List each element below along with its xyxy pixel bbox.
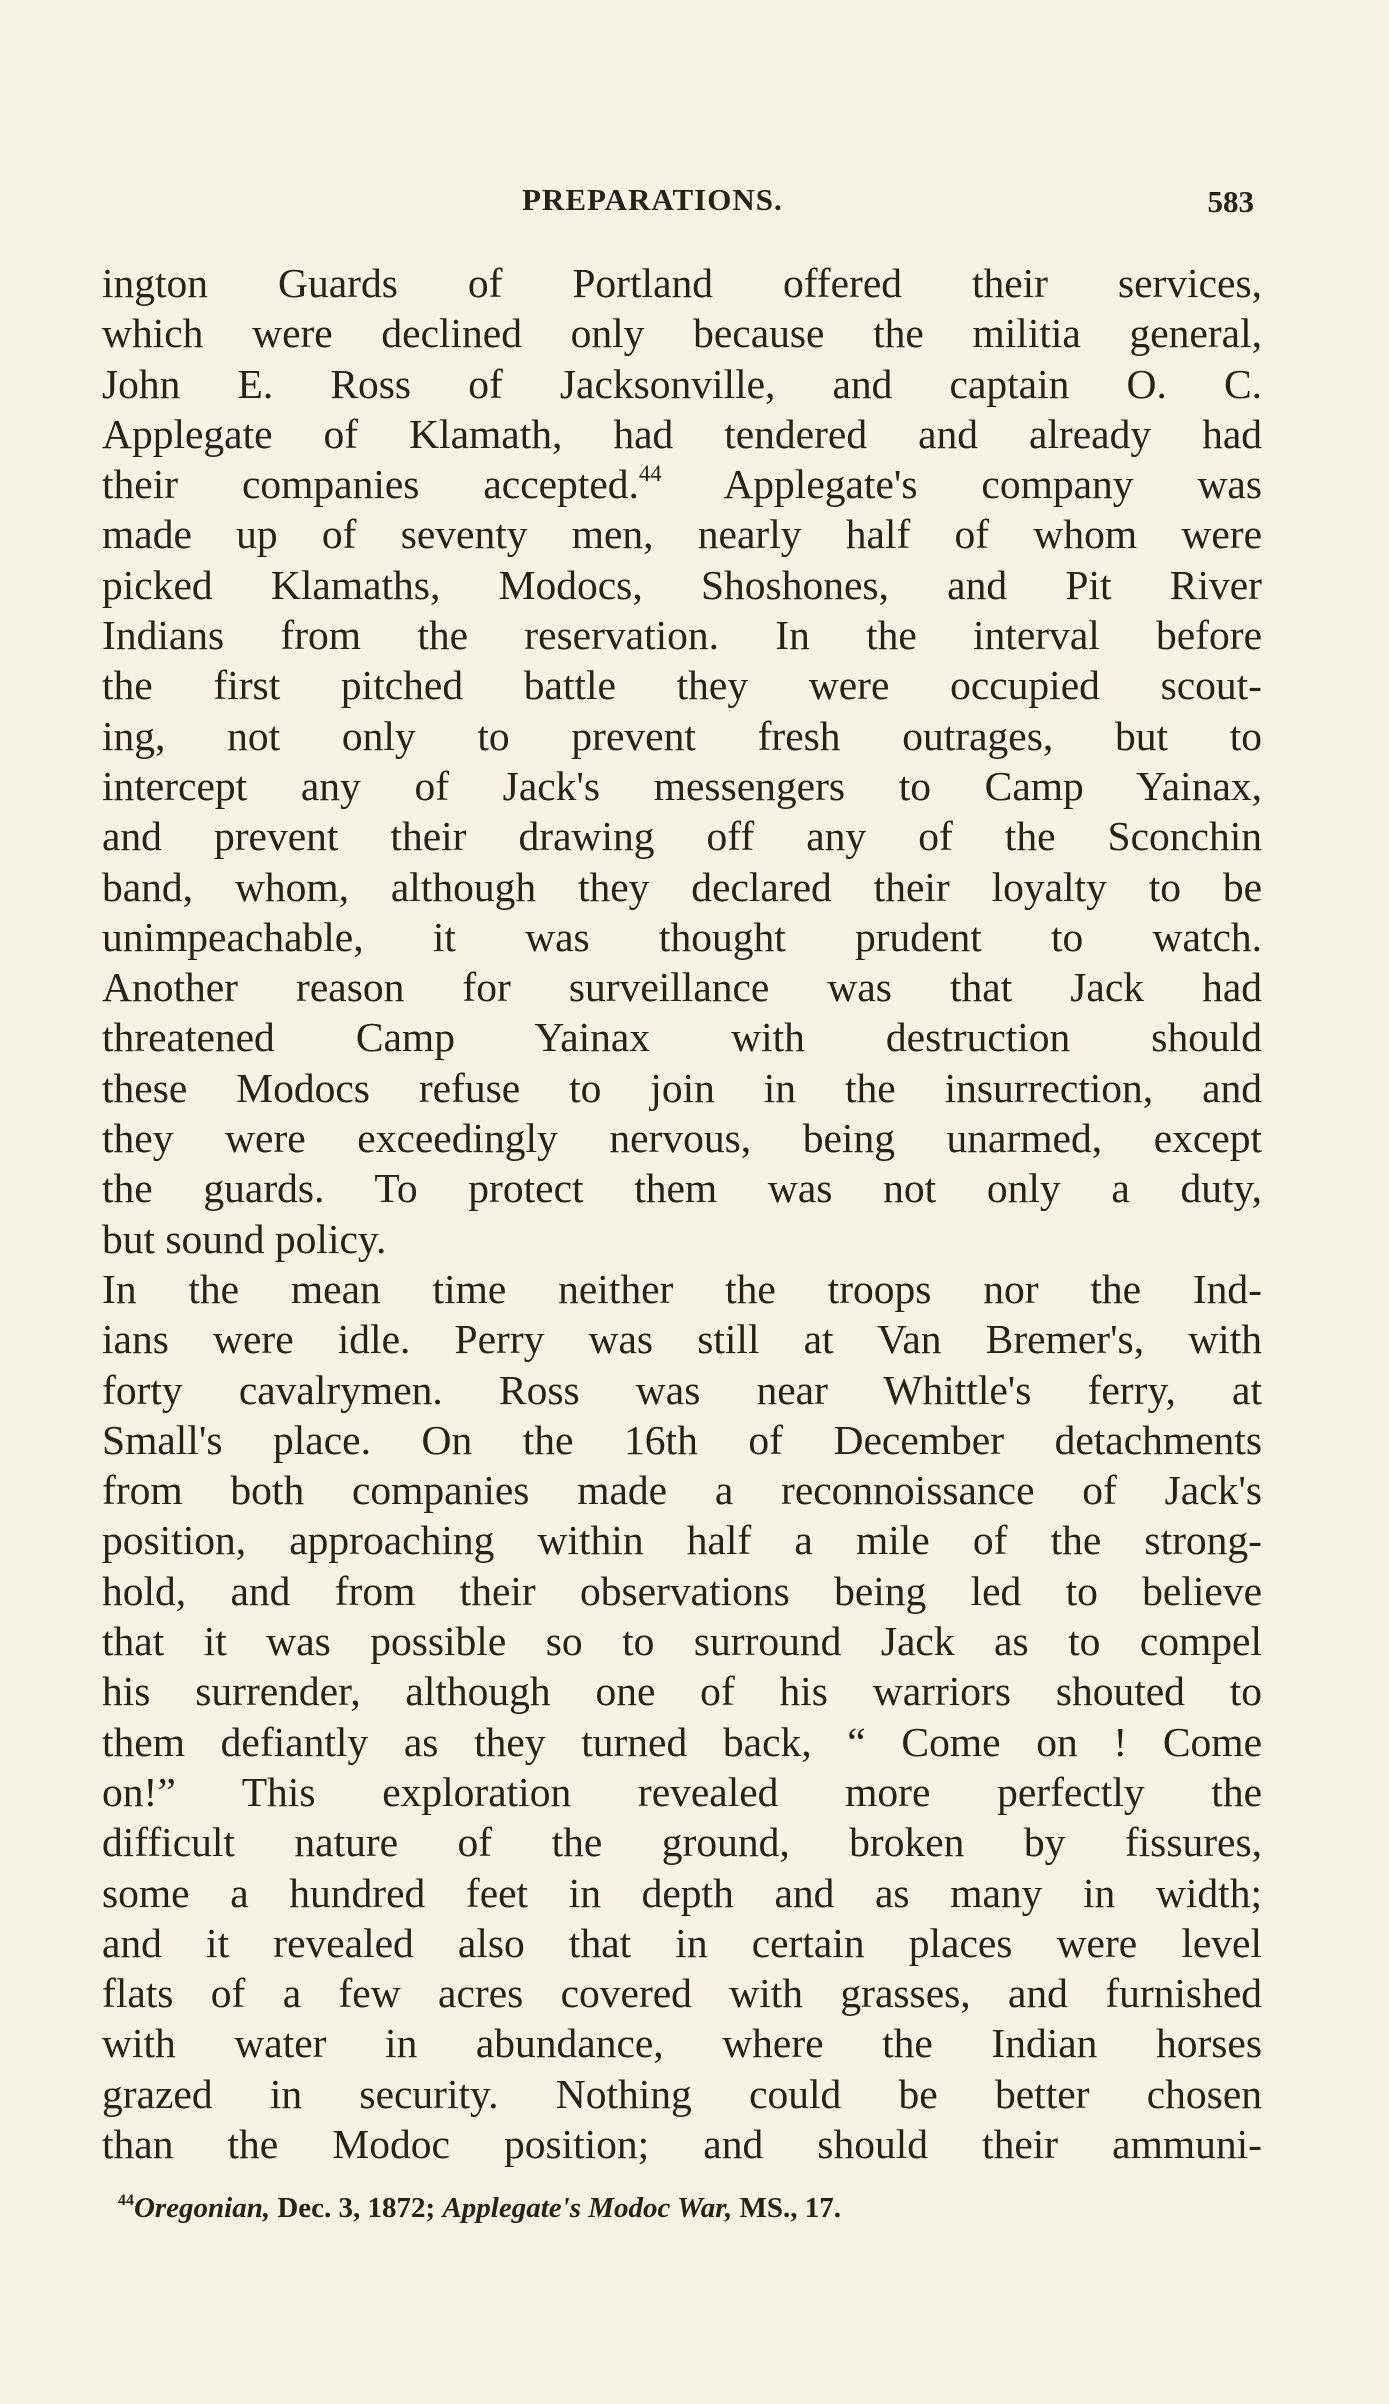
text-line-3: John E. Ross of Jacksonville, and captain O. C. xyxy=(102,360,1262,407)
text-line-5 xyxy=(102,459,1262,509)
footnote-number: 44 xyxy=(118,2192,134,2210)
text-line-32: difficult nature of the ground, broken by fissures, xyxy=(102,1819,1262,1866)
footnote-rest: MS., 17. xyxy=(732,2192,841,2224)
text-line-33: some a hundred feet in depth and as many in width; xyxy=(102,1869,1262,1916)
text-line-6: made up of seventy men, nearly half of whom were xyxy=(102,511,1262,558)
page-header xyxy=(102,182,1262,222)
text-line-20: but sound policy. xyxy=(102,1215,387,1262)
text-line-14: unimpeachable, it was thought prudent to watch. xyxy=(102,913,1262,960)
footnote-44 xyxy=(118,2188,1258,2228)
text-line-23: forty cavalrymen. Ross was near Whittle's ferry, at xyxy=(102,1366,1262,1413)
text-line-30: them defiantly as they turned back, “ Come on ! Come xyxy=(102,1718,1262,1765)
footnote-date: Dec. 3, 1872; xyxy=(270,2192,443,2224)
running-head: PREPARATIONS. xyxy=(522,182,783,217)
text-line-8: Indians from the reservation. In the interval before xyxy=(102,612,1262,659)
text-line-35: flats of a few acres covered with grasses, and furnished xyxy=(102,1970,1262,2017)
text-line-9: the first pitched battle they were occupied scout- xyxy=(102,662,1262,709)
text-line-28: that it was possible so to surround Jack as to compel xyxy=(102,1618,1262,1665)
text-line-1: ington Guards of Portland offered their services, xyxy=(102,260,1262,306)
text-line-31: on!” This exploration revealed more perfectly the xyxy=(102,1768,1262,1815)
text-line-16: threatened Camp Yainax with destruction should xyxy=(102,1014,1262,1061)
page-number: 583 xyxy=(1207,184,1254,219)
footnote-ref-44: 44 xyxy=(638,461,662,487)
text-line-4: Applegate of Klamath, had tendered and already had xyxy=(102,410,1262,457)
text-line-15: Another reason for surveillance was that Jack had xyxy=(102,964,1262,1011)
text-line-5-end: Applegate's company was xyxy=(661,461,1262,508)
body-text xyxy=(102,258,1262,2169)
text-line-21: In the mean time neither the troops nor the Ind- xyxy=(102,1265,1262,1312)
text-line-29: his surrender, although one of his warriors shouted to xyxy=(102,1668,1262,1715)
footnote-work: Applegate's Modoc War, xyxy=(442,2192,733,2224)
text-line-38: than the Modoc position; and should their ammuni- xyxy=(102,2120,1262,2167)
text-line-13: band, whom, although they declared their loyalty to be xyxy=(102,863,1262,910)
text-line-36: with water in abundance, where the Indian horses xyxy=(102,2020,1262,2067)
text-line-18: they were exceedingly nervous, being unarmed, except xyxy=(102,1115,1262,1162)
text-line-17: these Modocs refuse to join in the insurrection, and xyxy=(102,1064,1262,1111)
footnote-source: Oregonian, xyxy=(133,2192,271,2224)
text-line-25: from both companies made a reconnoissance of Jack's xyxy=(102,1467,1262,1514)
text-line-7: picked Klamaths, Modocs, Shoshones, and Pit River xyxy=(102,561,1262,608)
text-line-27: hold, and from their observations being led to believe xyxy=(102,1567,1262,1614)
text-line-19: the guards. To protect them was not only a duty, xyxy=(102,1165,1262,1212)
text-line-10: ing, not only to prevent fresh outrages, but to xyxy=(102,712,1262,759)
text-line-24: Small's place. On the 16th of December detachments xyxy=(102,1416,1262,1463)
text-line-12: and prevent their drawing off any of the Sconchin xyxy=(102,813,1262,860)
text-line-5-start: their companies accepted. xyxy=(102,461,639,508)
text-line-37: grazed in security. Nothing could be better chosen xyxy=(102,2070,1262,2117)
text-line-26: position, approaching within half a mile of the strong- xyxy=(102,1517,1262,1564)
text-line-34: and it revealed also that in certain places were level xyxy=(102,1919,1262,1966)
text-line-2: which were declined only because the militia general, xyxy=(102,310,1262,357)
text-line-22: ians were idle. Perry was still at Van Bremer's, with xyxy=(102,1316,1262,1363)
text-line-11: intercept any of Jack's messengers to Camp Yainax, xyxy=(102,762,1262,809)
